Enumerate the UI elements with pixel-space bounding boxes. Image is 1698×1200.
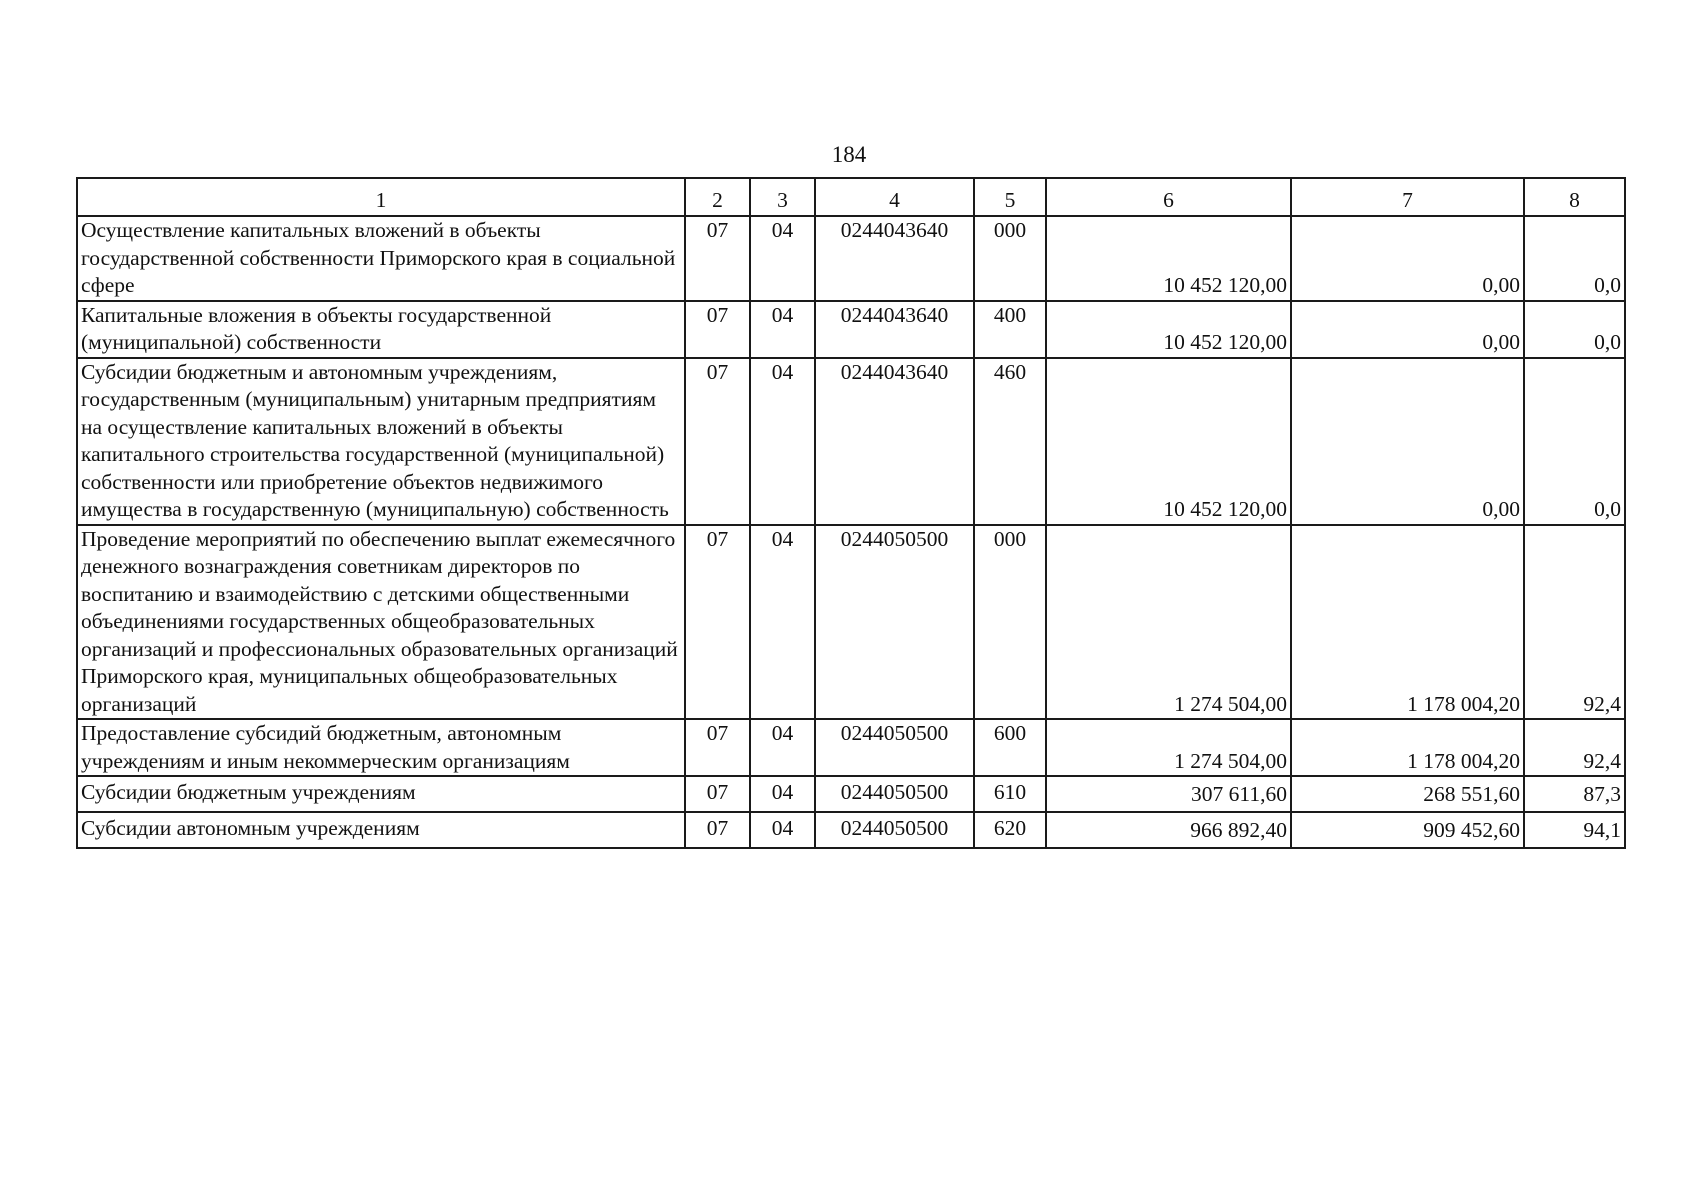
execution-percent: 0,0	[1524, 358, 1625, 525]
execution-percent: 92,4	[1524, 719, 1625, 776]
target-code: 0244050500	[815, 719, 974, 776]
section-code: 07	[685, 776, 750, 812]
table-row	[77, 216, 1625, 301]
column-header: 2	[685, 178, 750, 216]
column-header: 5	[974, 178, 1046, 216]
execution-percent: 92,4	[1524, 525, 1625, 720]
execution-percent: 94,1	[1524, 812, 1625, 848]
actual-amount: 0,00	[1291, 301, 1524, 358]
row-name: Субсидии бюджетным учреждениям	[77, 776, 685, 812]
row-name: Субсидии автономным учреждениям	[77, 812, 685, 848]
column-header: 6	[1046, 178, 1291, 216]
expense-type-code: 610	[974, 776, 1046, 812]
target-code: 0244043640	[815, 301, 974, 358]
target-code: 0244043640	[815, 216, 974, 301]
table-row	[77, 525, 1625, 720]
target-code: 0244050500	[815, 525, 974, 720]
plan-amount: 966 892,40	[1046, 812, 1291, 848]
table-row	[77, 358, 1625, 525]
execution-percent: 0,0	[1524, 301, 1625, 358]
section-code: 07	[685, 216, 750, 301]
row-name: Проведение мероприятий по обеспечению выплат ежемесячного денежного вознаграждения советникам директоров по воспитанию и взаимодействию с детскими общественными объединениями государственных общеобразовательных организаций и профессиональных образовательных организаций Приморского края, муниципальных общеобразовательных организаций	[77, 525, 685, 720]
expense-type-code: 000	[974, 216, 1046, 301]
section-code: 07	[685, 719, 750, 776]
row-name: Осуществление капитальных вложений в объекты государственной собственности Приморского края в социальной сфере	[77, 216, 685, 301]
column-header: 4	[815, 178, 974, 216]
target-code: 0244050500	[815, 812, 974, 848]
actual-amount: 909 452,60	[1291, 812, 1524, 848]
plan-amount: 307 611,60	[1046, 776, 1291, 812]
table-row	[77, 812, 1625, 848]
subsection-code: 04	[750, 812, 815, 848]
column-header: 3	[750, 178, 815, 216]
expense-type-code: 400	[974, 301, 1046, 358]
execution-percent: 0,0	[1524, 216, 1625, 301]
expense-type-code: 600	[974, 719, 1046, 776]
execution-percent: 87,3	[1524, 776, 1625, 812]
section-code: 07	[685, 301, 750, 358]
section-code: 07	[685, 812, 750, 848]
row-name: Предоставление субсидий бюджетным, автономным учреждениям и иным некоммерческим организациям	[77, 719, 685, 776]
table-row	[77, 776, 1625, 812]
actual-amount: 0,00	[1291, 358, 1524, 525]
subsection-code: 04	[750, 358, 815, 525]
table-row	[77, 719, 1625, 776]
plan-amount: 10 452 120,00	[1046, 358, 1291, 525]
subsection-code: 04	[750, 776, 815, 812]
expense-type-code: 460	[974, 358, 1046, 525]
actual-amount: 1 178 004,20	[1291, 525, 1524, 720]
page-number: 184	[831, 142, 867, 167]
column-header: 1	[77, 178, 685, 216]
actual-amount: 0,00	[1291, 216, 1524, 301]
row-name: Субсидии бюджетным и автономным учреждениям, государственным (муниципальным) унитарным предприятиям на осуществление капитальных вложений в объекты капитального строительства государственной (муниципальной) собственности или приобретение объектов недвижимого имущества в государственную (муниципальную) собственность	[77, 358, 685, 525]
column-header: 7	[1291, 178, 1524, 216]
plan-amount: 1 274 504,00	[1046, 525, 1291, 720]
plan-amount: 10 452 120,00	[1046, 216, 1291, 301]
target-code: 0244050500	[815, 776, 974, 812]
target-code: 0244043640	[815, 358, 974, 525]
plan-amount: 1 274 504,00	[1046, 719, 1291, 776]
section-code: 07	[685, 525, 750, 720]
subsection-code: 04	[750, 301, 815, 358]
subsection-code: 04	[750, 216, 815, 301]
budget-table	[76, 177, 1626, 849]
plan-amount: 10 452 120,00	[1046, 301, 1291, 358]
column-header: 8	[1524, 178, 1625, 216]
actual-amount: 268 551,60	[1291, 776, 1524, 812]
subsection-code: 04	[750, 719, 815, 776]
expense-type-code: 620	[974, 812, 1046, 848]
row-name: Капитальные вложения в объекты государственной (муниципальной) собственности	[77, 301, 685, 358]
actual-amount: 1 178 004,20	[1291, 719, 1524, 776]
expense-type-code: 000	[974, 525, 1046, 720]
section-code: 07	[685, 358, 750, 525]
table-row	[77, 301, 1625, 358]
subsection-code: 04	[750, 525, 815, 720]
table-header-row	[77, 178, 1625, 216]
